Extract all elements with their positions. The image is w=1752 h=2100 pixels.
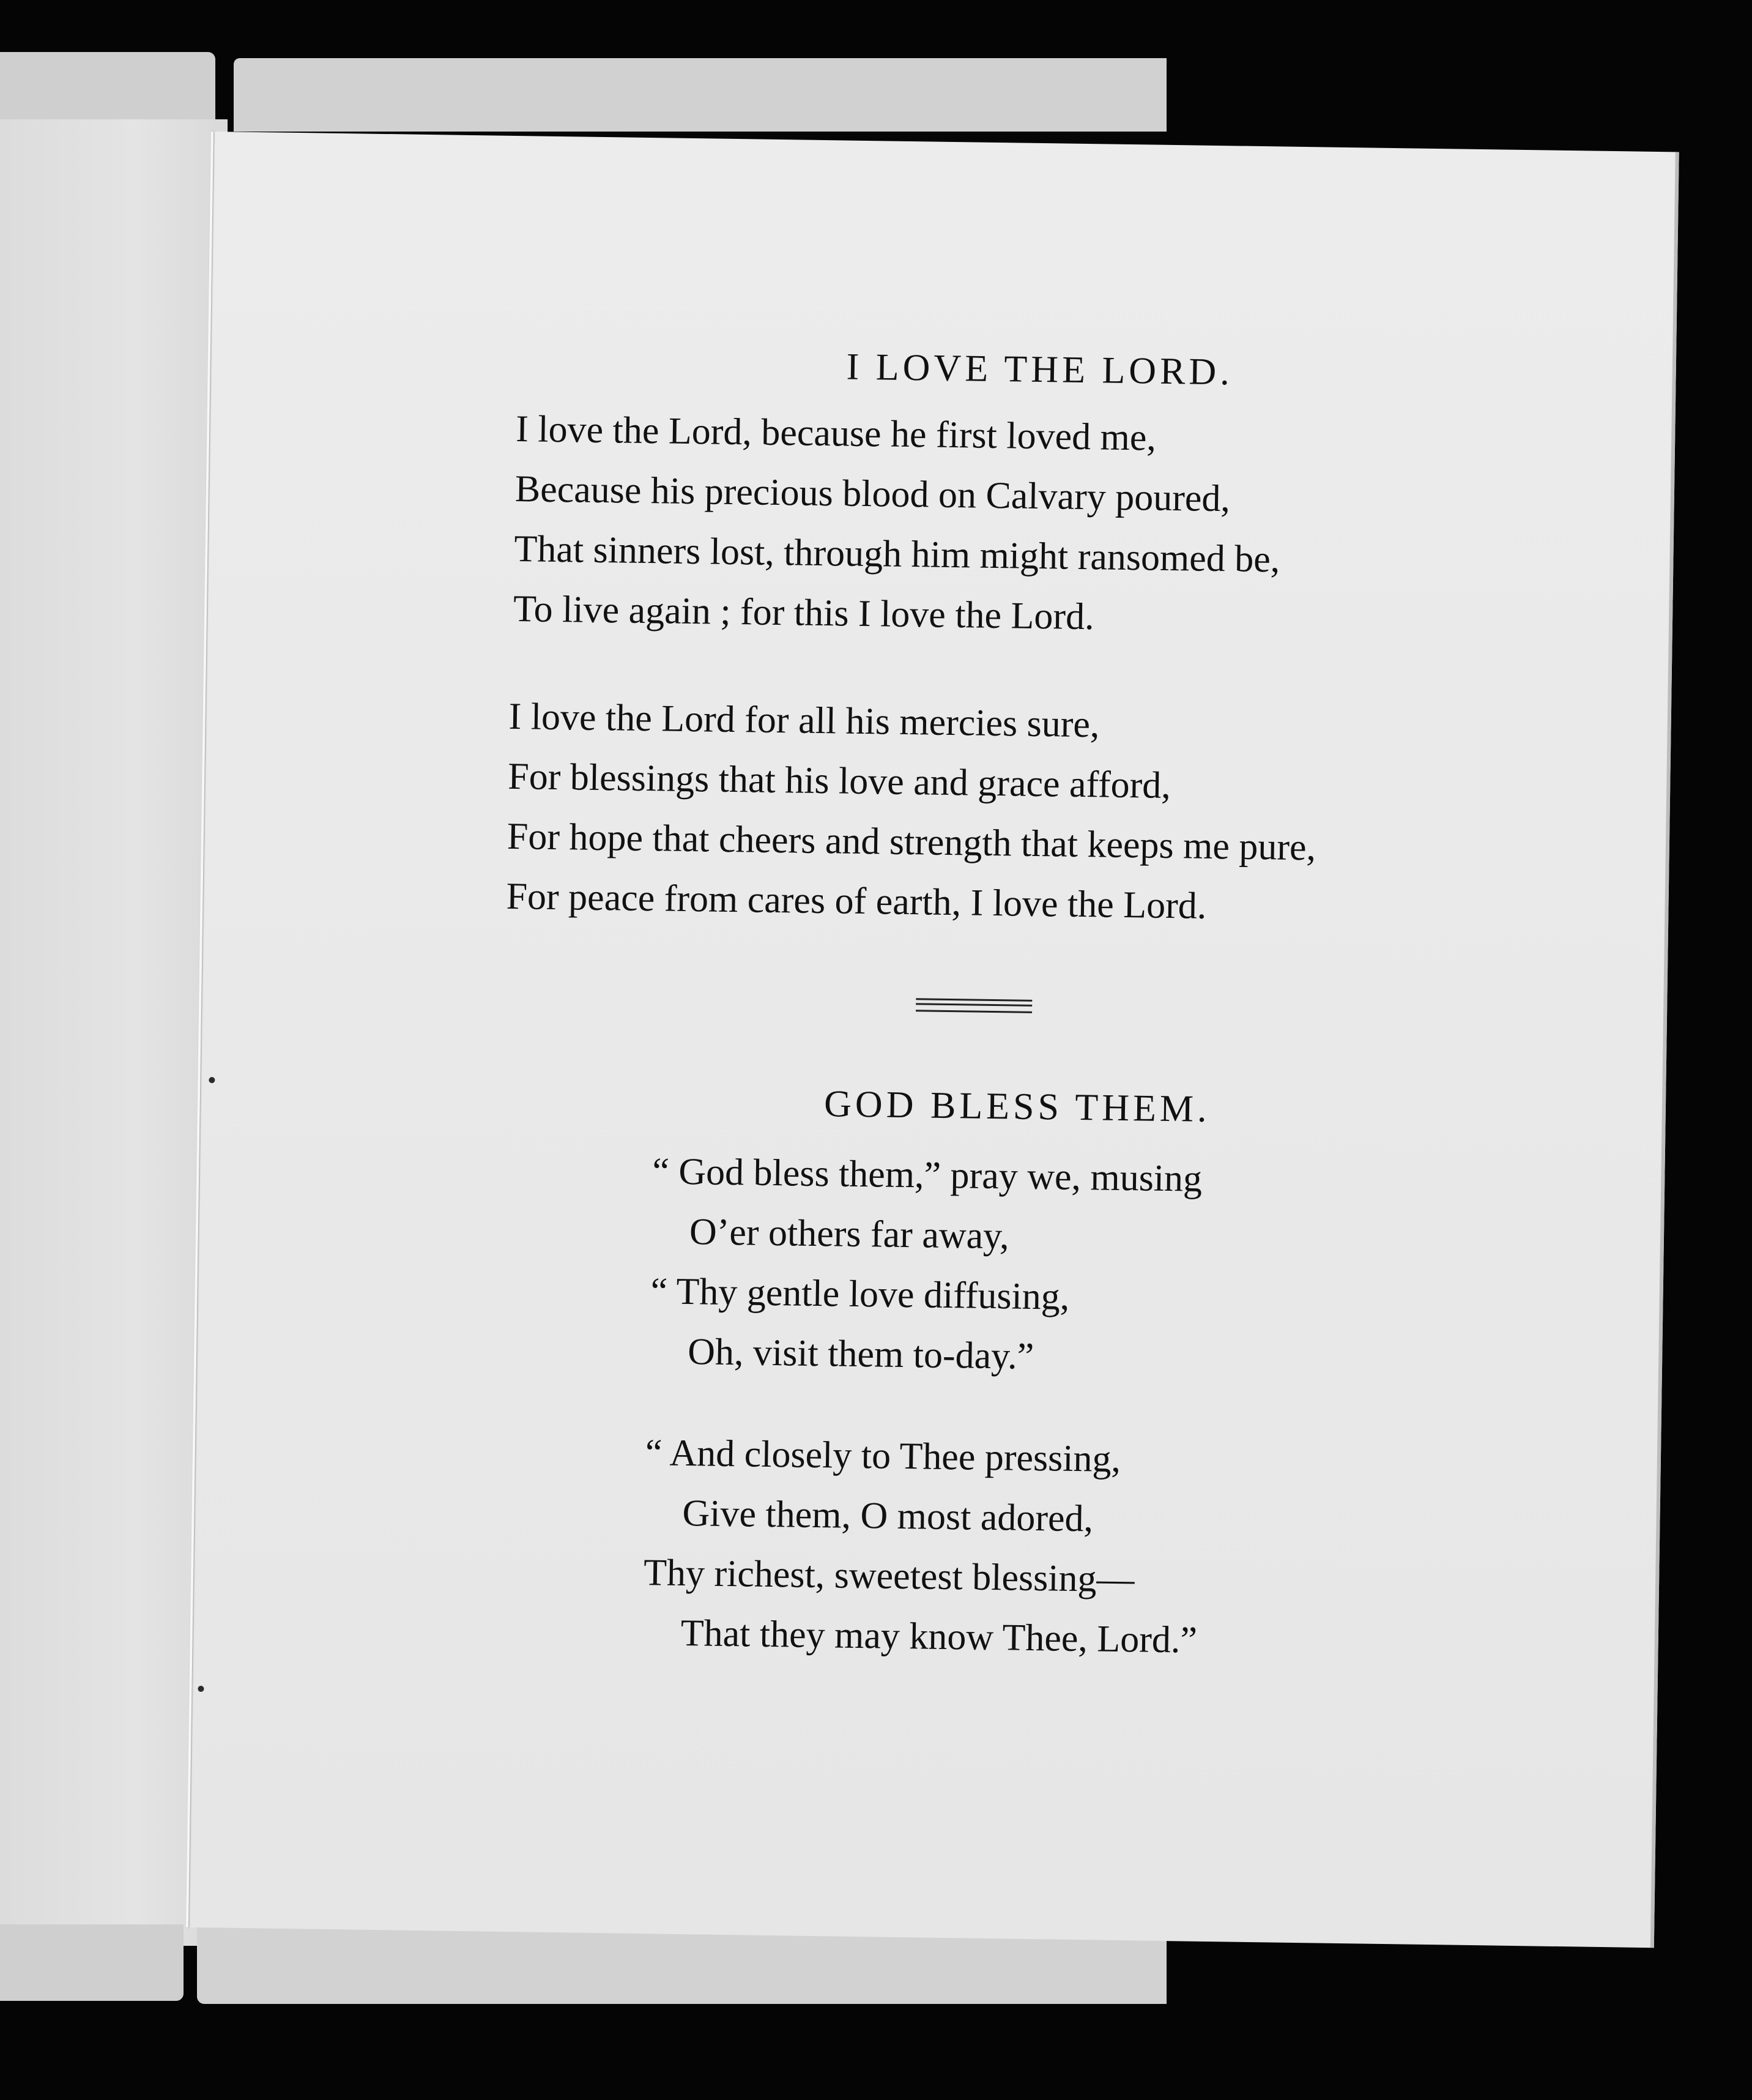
poem-page bbox=[186, 132, 1679, 1948]
poem-line: Thy richest, sweetest blessing— bbox=[643, 1552, 1135, 1601]
poem-line: “ And closely to Thee pressing, bbox=[645, 1432, 1121, 1480]
poem-title-1: I LOVE THE LORD. bbox=[846, 346, 1234, 393]
poem-line: O’er others far away, bbox=[689, 1211, 1010, 1257]
poem-title-2: GOD BLESS THEM. bbox=[823, 1083, 1211, 1130]
poem-line: For peace from cares of earth, I love the Lord. bbox=[506, 875, 1207, 927]
poem-line: I love the Lord, because he first loved me, bbox=[515, 408, 1157, 459]
poem-line: Give them, O most adored, bbox=[682, 1492, 1094, 1540]
poem-1-stanza-2 bbox=[506, 687, 1318, 937]
poem-2-stanza-2 bbox=[642, 1423, 1200, 1670]
poem-1-stanza-1 bbox=[513, 399, 1282, 649]
poem-line: For hope that cheers and strength that keeps me pure, bbox=[507, 815, 1316, 869]
section-divider bbox=[916, 998, 1032, 1013]
right-page-top-flap bbox=[234, 58, 1167, 132]
poem-2-stanza-1 bbox=[650, 1141, 1203, 1389]
poem-line: Because his precious blood on Calvary poured, bbox=[514, 467, 1231, 520]
poem-line: “ God bless them,” pray we, musing bbox=[651, 1150, 1203, 1200]
poem-line: That sinners lost, through him might ransomed be, bbox=[514, 527, 1280, 581]
poem-line: “ Thy gentle love diffusing, bbox=[650, 1270, 1070, 1318]
poem-line: Oh, visit them to-day.” bbox=[687, 1331, 1034, 1377]
poem-line: I love the Lord for all his mercies sure, bbox=[508, 695, 1100, 746]
poem-line: That they may know Thee, Lord.” bbox=[680, 1612, 1198, 1661]
poem-line: To live again ; for this I love the Lord. bbox=[513, 587, 1095, 638]
left-page-top-flap bbox=[0, 52, 215, 121]
left-page-bottom-flap bbox=[0, 1924, 184, 2001]
poem-line: For blessings that his love and grace afford, bbox=[507, 755, 1171, 807]
page-content bbox=[186, 132, 1679, 1948]
